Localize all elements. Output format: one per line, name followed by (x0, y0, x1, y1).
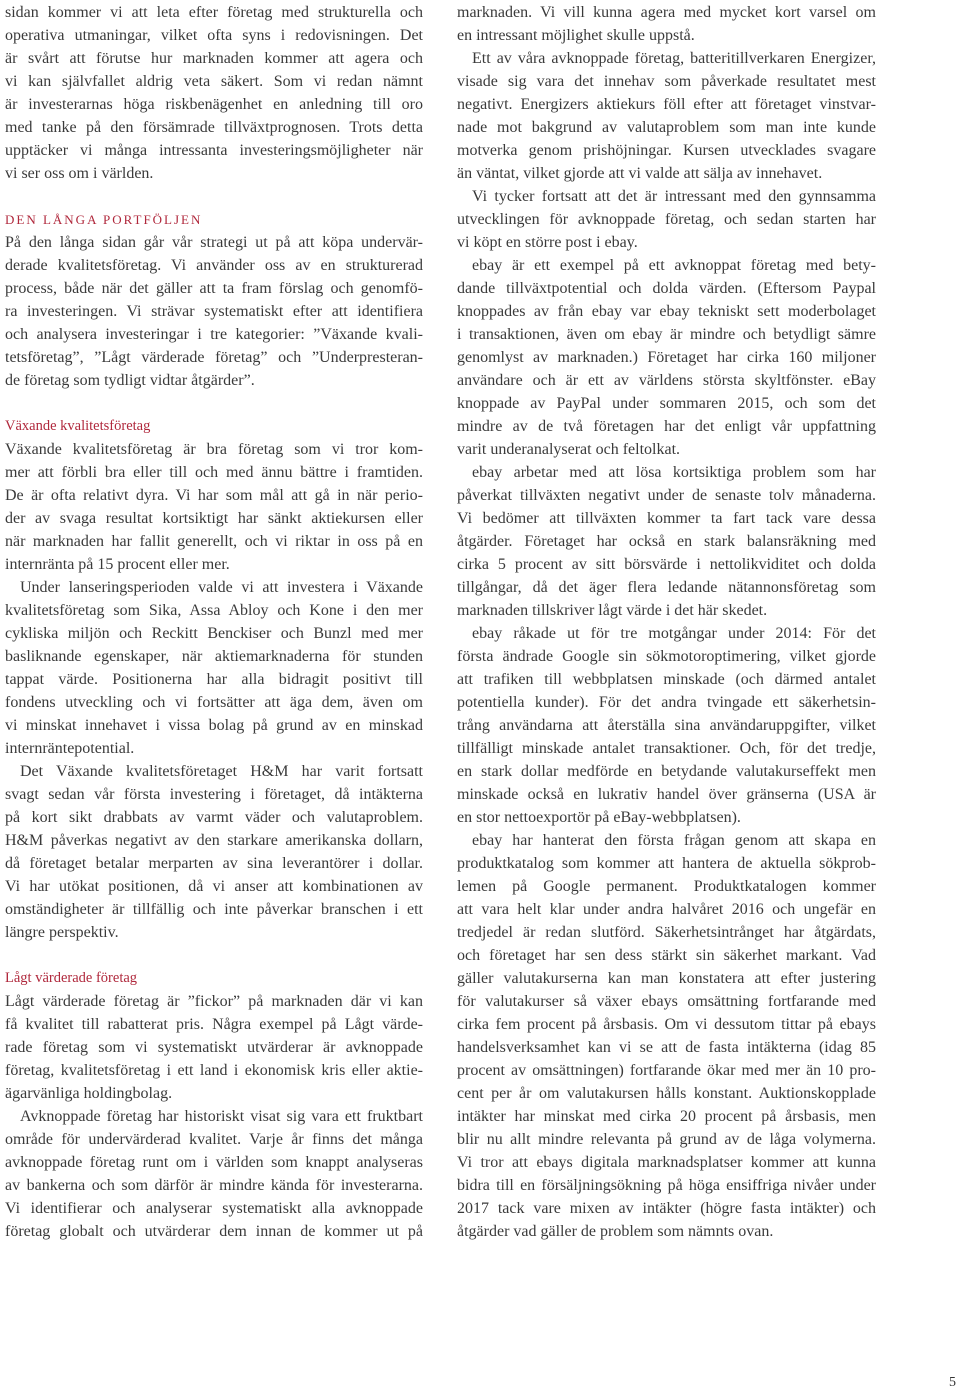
paragraph (5, 760, 423, 944)
text-line: när marknaden har fallit generellt, och vi riktar in oss på en (5, 533, 423, 550)
text-line: process, både när det gäller att ta fram förslag och genomfö- (5, 280, 423, 297)
text-line: cykliska miljön och Reckitt Benckiser och Bunzl med mer (5, 625, 423, 642)
text-line: visade sig vara det innehav som påverkade resultatet mest (457, 73, 876, 90)
text-line: Vi har utökat positionen, då vi anser att kombinationen av (5, 878, 423, 895)
paragraph (457, 254, 876, 461)
text-line: av bankerna och som därför är mindre kända för investerarna. (5, 1177, 423, 1194)
left-column (5, 1, 423, 1243)
text-line: de företag som tydligt vidtar åtgärder”. (5, 372, 255, 389)
text-line: då företaget betalar merparten av sina leverantörer i dollar. (5, 855, 423, 872)
text-line: potentiella kunder). För det andra tvingade ett säkerhetsin- (457, 694, 876, 711)
text-line: genomlyst av marknaden.) Företaget har cirka 160 miljoner (457, 349, 876, 366)
text-line: trång användarna att återställa sina användaruppgifter, vilket (457, 717, 876, 734)
text-line: påverkat tillväxten negativt under de senaste tolv månaderna. (457, 487, 876, 504)
text-line: och företaget har sen dess stärkt sin säkerhet markant. Vad (457, 947, 876, 964)
text-line: negativt. Energizers aktiekurs föll efter att företaget vinstvar- (457, 96, 876, 113)
paragraph (457, 622, 876, 829)
text-line: få kvalitet till rabatterat pris. Några exempel på Lågt värde- (5, 1016, 423, 1033)
section-heading: DEN LÅNGA PORTFÖLJEN (5, 212, 203, 227)
text-line: nade mot bakgrund av valutaproblem som man inte kunde (457, 119, 876, 136)
text-line: operativa utmaningar, vilket ofta syns i redovisningen. Det (5, 27, 423, 44)
text-line: en intressant möjlighet skulle uppstå. (457, 27, 695, 44)
text-line: bidra till en försäljningsökning på höga ensiffriga nivåer under (457, 1177, 876, 1194)
text-line: cent per år om valutakursen hålls konstant. Auktionskopplade (457, 1085, 876, 1102)
text-line: fondens utveckling och vi fortsätter att äga dem, även om (5, 694, 423, 711)
text-line: upptäcker vi många intressanta investeringsmöjligheter när (5, 142, 423, 159)
text-line: än väntat, vilket gjorde att vi valde att sälja av innehavet. (457, 165, 823, 182)
text-line: sidan kommer vi att leta efter företag med strukturella och (5, 4, 423, 21)
paragraph (5, 576, 423, 760)
text-line: åtgärder. Företaget har också en stark balansräkning med (457, 533, 876, 550)
text-line: Vi identifierar och analyserar systematiskt alla avknoppade (5, 1200, 423, 1217)
text-line: procent av omsättningen) fortfarande ökar med mer än 10 pro- (457, 1062, 876, 1079)
text-line: och analysera investeringar i tre kategorier: ”Växande kvali- (5, 326, 423, 343)
text-line: cirka fem procent på årsbasis. Om vi dessutom tittar på ebays (457, 1016, 876, 1033)
text-line: Ett av våra avknoppade företag, batteritillverkaren Energizer, (472, 50, 876, 67)
text-line: der av svaga resultat kortsiktigt har sänkt aktiekursen eller (5, 510, 423, 527)
text-line: basliknande egenskaper, när aktiemarknaderna för stunden (5, 648, 423, 665)
text-line: handelsverksamhet kan vi se att de fasta intäkterna (idag 85 (457, 1039, 876, 1056)
text-line: Avknoppade företag har historiskt visat sig vara ett fruktbart (20, 1108, 423, 1125)
text-line: motverka genom prishöjningar. Kursen utvecklades svagare (457, 142, 876, 159)
text-line: ebay är ett exempel på ett avknoppat företag med bety- (472, 257, 876, 274)
text-line: en stark dollar medförde en betydande valutakurseffekt men (457, 763, 876, 780)
text-line: rade företag som vi systematiskt utvärderar är avknoppade (5, 1039, 423, 1056)
text-line: med tanke på den försämrade tillväxtprognosen. Trots detta (5, 119, 423, 136)
paragraph (5, 990, 423, 1105)
text-line: är svårt att förutse hur marknaden kommer att agera och (5, 50, 423, 67)
text-line: för valutakurser så växer ebays omsättning fortfarande med (457, 993, 876, 1010)
subheading: Lågt värderade företag (5, 970, 138, 986)
text-line: första ändrade Google sin sökmotoroptimering, vilket gjorde (457, 648, 876, 665)
text-line: kvalitetsföretag som Sika, Assa Abloy och Kone i den mer (5, 602, 423, 619)
paragraph (457, 1, 876, 47)
text-line: blir nu allt mindre relevanta på grund av de låga volymerna. (457, 1131, 876, 1148)
text-line: intäkter har minskat med cirka 20 procent på årsbasis, men (457, 1108, 876, 1125)
text-line: knoppades av från ebay var ebay tekniskt sett moderbolaget (457, 303, 876, 320)
text-line: De är ofta relativt dyra. Vi har som mål att gå in när perio- (5, 487, 423, 504)
text-line: svagt sedan vår första investering i företaget, då intäkterna (5, 786, 423, 803)
subheading: Växande kvalitetsföretag (5, 418, 151, 434)
text-line: ebay har hanterat den första frågan genom att skapa en (472, 832, 876, 849)
paragraph (5, 231, 423, 392)
text-line: tetsföretag”, ”Lågt värderade företag” och ”Underpresteran- (5, 349, 423, 366)
text-line: vi minskat innehavet i vissa bolag på grund av en minskad (5, 717, 423, 734)
text-line: internräntepotential. (5, 740, 135, 757)
text-line: derade kvalitetsföretag. Vi använder oss av en strukturerad (5, 257, 423, 274)
text-line: vi kan självfallet aldrig veta säkert. Som vi redan nämnt (5, 73, 423, 90)
text-line: tillfälligt minskade antalet transaktioner. Och, för det tredje, (457, 740, 876, 757)
text-line: företag globalt och utvärderar dem innan de kommer ut på (5, 1223, 423, 1240)
text-line: ebay råkade ut för tre motgångar under 2014: För det (472, 625, 876, 642)
text-line: Vi tycker fortsatt att det är intressant med den gynnsamma (472, 188, 876, 205)
text-line: internränta på 15 procent eller mer. (5, 556, 230, 573)
text-line: i transaktionen, även om ebay är mindre och betydligt sämre (457, 326, 876, 343)
text-line: produktkatalog som kommer att hantera de aktuella sökprob- (457, 855, 876, 872)
text-line: område för undervärderad kvalitet. Varje år finns det många (5, 1131, 423, 1148)
text-line: omständigheter är tillfällig och inte påverkar branschen i ett (5, 901, 423, 918)
text-line: dande tillväxtpotential och dolda värden. (Eftersom Paypal (457, 280, 876, 297)
text-line: tappat värde. Positionerna har alla bidragit positivt till (5, 671, 423, 688)
paragraph (5, 1, 423, 185)
text-line: lemen på Google permanent. Produktkatalogen kommer (457, 878, 876, 895)
text-line: Vi tror att ebays digitala marknadsplatser kommer att kunna (457, 1154, 876, 1171)
text-line: Det Växande kvalitetsföretaget H&M har varit fortsatt (20, 763, 423, 780)
text-line: Växande kvalitetsföretag är bra företag som vi tror kom- (5, 441, 423, 458)
text-line: företag, kvalitetsföretag i ett land i ekonomisk kris eller aktie- (5, 1062, 423, 1079)
text-line: mer att förbli bra eller till och med ännu bättre i framtiden. (5, 464, 423, 481)
text-line: Lågt värderade företag är ”fickor” på marknaden där vi kan (5, 993, 423, 1010)
paragraph (457, 185, 876, 254)
text-line: H&M påverkas negativt av den starkare amerikanska dollarn, (5, 832, 423, 849)
text-line: utvecklingen för avknoppade företag, och sedan starten har (457, 211, 876, 228)
text-line: vi ser oss om i världen. (5, 165, 154, 182)
right-column (457, 1, 876, 1243)
text-line: ebay arbetar med att lösa kortsiktiga problem som har (472, 464, 876, 481)
text-line: varit underanalyserat och feltolkat. (457, 441, 681, 458)
text-line: marknaden tillskriver lågt värde i det här skedet. (457, 602, 768, 619)
text-line: användare och är ett av världens största skyltfönster. eBay (457, 372, 876, 389)
text-line: är investerarnas höga riskbenägenhet en anledning till oro (5, 96, 423, 113)
text-line: avknoppade företag runt om i världen som knappt analyseras (5, 1154, 423, 1171)
text-line: tredjedel är redan slutförd. Säkerhetsintrånget har åtgärdats, (457, 924, 876, 941)
text-line: mindre av de två företagen har det enligt vår uppfattning (457, 418, 876, 435)
text-line: knoppade av PayPal under sommaren 2015, och som det (457, 395, 876, 412)
text-line: minskade också en lukrativ handel över gränserna (USA är (457, 786, 876, 803)
text-line: Under lanseringsperioden valde vi att investera i Växande (20, 579, 423, 596)
paragraph (457, 461, 876, 622)
text-line: 2017 tack vare mixen av intäkter (högre fasta intäkter) och (457, 1200, 876, 1217)
text-line: på kort sikt drabbats av varmt väder och valutaproblem. (5, 809, 423, 826)
text-line: en stor nettoexportör på eBay-webbplatsen). (457, 809, 741, 826)
text-line: ägarvänliga holdingbolag. (5, 1085, 173, 1102)
text-line: längre perspektiv. (5, 924, 119, 941)
paragraph (457, 47, 876, 185)
text-line: På den långa sidan går vår strategi ut på att köpa undervär- (5, 234, 423, 251)
paragraph (5, 438, 423, 576)
text-line: att trafiken till webbplatsen minskade (och därmed antalet (457, 671, 876, 688)
paragraph (5, 1105, 423, 1243)
text-line: cirka 5 procent av sitt börsvärde i nettolikviditet och dolda (457, 556, 876, 573)
text-line: att vara helt klar under andra halvåret 2016 och ungefär en (457, 901, 876, 918)
text-line: Vi bedömer att tillväxten kommer ta fart tack vare dessa (457, 510, 876, 527)
text-line: åtgärder vad gäller de problem som nämnts ovan. (457, 1223, 774, 1240)
text-line: vi köpt en större post i ebay. (457, 234, 638, 251)
text-line: gäller valutakurserna kan man konstatera att efter justering (457, 970, 876, 987)
page-number: 5 (949, 1375, 956, 1390)
text-line: tillgångar, då det äger flera ledande nätannonsföretag som (457, 579, 876, 596)
paragraph (457, 829, 876, 1243)
text-line: marknaden. Vi vill kunna agera med mycket kort varsel om (457, 4, 876, 21)
text-line: ra investeringen. Vi strävar systematiskt efter att identifiera (5, 303, 423, 320)
